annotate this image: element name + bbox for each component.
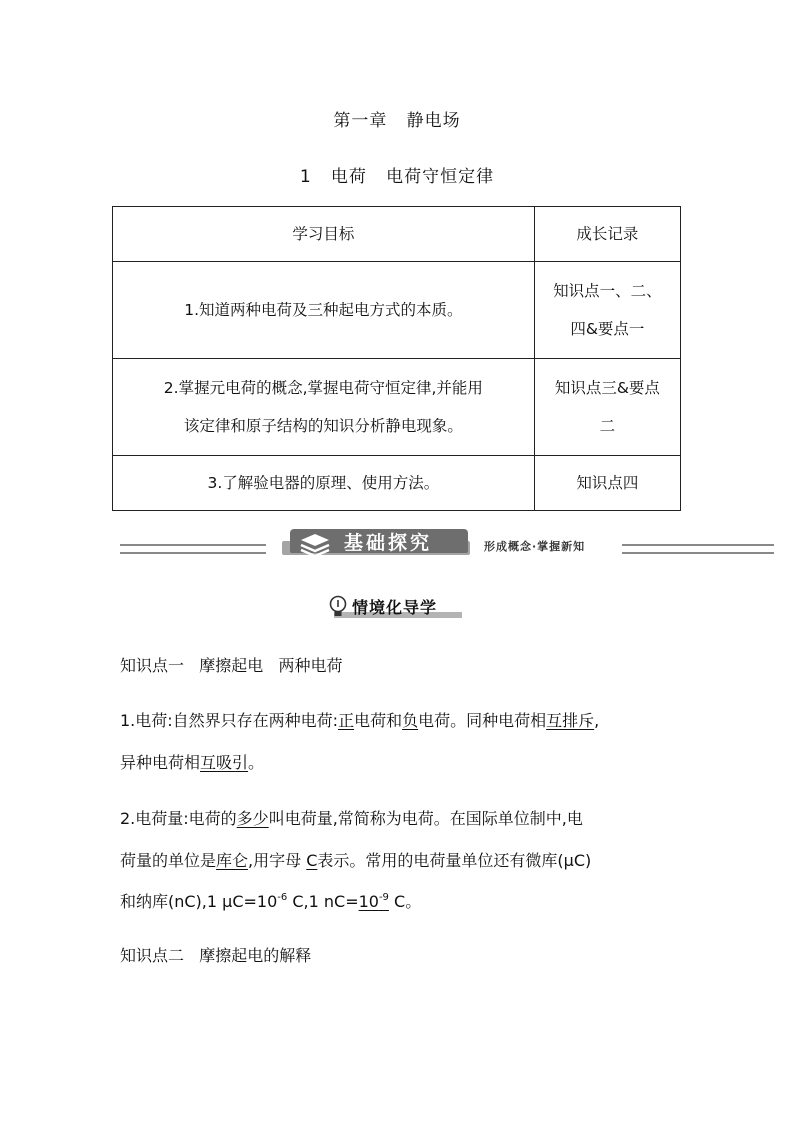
table-row (113, 262, 681, 359)
stack-icon (298, 532, 332, 558)
knowledge-point-1-heading: 知识点一 摩擦起电 两种电荷 (120, 656, 343, 675)
header-goal: 学习目标 (113, 207, 535, 262)
knowledge-point-2-heading: 知识点二 摩擦起电的解释 (120, 946, 312, 965)
charge-quantity-line-1: 2.电荷量:电荷的多少叫电荷量,常简称为电荷。在国际单位制中,电 (120, 809, 583, 828)
charge-quantity-line-2: 荷量的单位是库仑,用字母 C表示。常用的电荷量单位还有微库(μC) (120, 851, 592, 870)
banner-rule-left (120, 544, 266, 554)
learning-goals-table (112, 206, 681, 511)
charge-quantity-line-3: 和纳库(nC),1 $\mu C=10^{-6}$ C,1 $nC=10^{-9}$ C。 (120, 892, 422, 911)
table-row (113, 456, 681, 511)
goal-cell: 3.了解验电器的原理、使用方法。 (113, 456, 535, 511)
guided-learning-heading (328, 595, 468, 621)
charge-definition-line-1: 1.电荷:自然界只存在两种电荷:正电荷和负电荷。同种电荷相互排斥, (120, 711, 600, 730)
banner-title: 基础探究 (344, 532, 433, 554)
record-cell: 知识点一、二、 四&要点一 (534, 262, 680, 359)
table-row (113, 359, 681, 456)
goal-cell: 2.掌握元电荷的概念,掌握电荷守恒定律,并能用 该定律和原子结构的知识分析静电现象。 (113, 359, 535, 456)
section-banner (0, 520, 794, 570)
lightbulb-icon (328, 595, 348, 619)
banner-subtitle: 形成概念·掌握新知 (484, 540, 586, 553)
record-cell: 知识点四 (534, 456, 680, 511)
goal-cell: 1.知道两种电荷及三种起电方式的本质。 (113, 262, 535, 359)
chapter-title: 第一章 静电场 (333, 111, 461, 131)
charge-definition-line-2: 异种电荷相互吸引。 (120, 753, 265, 772)
table-header-row (113, 207, 681, 262)
section-title: 1 电荷 电荷守恒定律 (299, 167, 495, 187)
subhead-label: 情境化导学 (352, 598, 438, 617)
record-cell: 知识点三&要点 二 (534, 359, 680, 456)
header-record: 成长记录 (534, 207, 680, 262)
banner-rule-right (622, 544, 774, 554)
